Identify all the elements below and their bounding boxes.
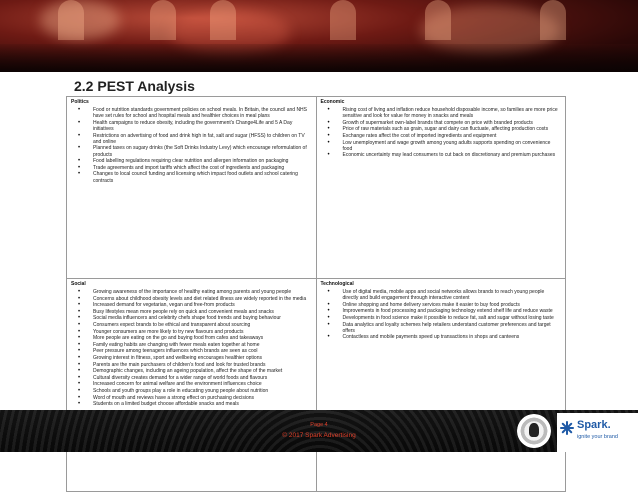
list-item: • Developments in food science make it possible to reduce fat, salt and sugar without losing taste bbox=[343, 315, 562, 321]
list-item: • Increased concern for animal welfare and the environment influences choice bbox=[93, 381, 312, 387]
list-item: • Price of raw materials such as grain, sugar and dairy can fluctuate, affecting production costs bbox=[343, 126, 562, 132]
list-item: • Schools and youth groups play a role in educating young people about nutrition bbox=[93, 388, 312, 394]
list-item: • Food or nutrition standards government policies on school meals. In Britain, the council and NHS have set rules for school and hospital meals and healthier choices in meal plans bbox=[93, 107, 312, 119]
list-item: • Growth of supermarket own-label brands that compete on price with branded products bbox=[343, 120, 562, 126]
list-item: • Low unemployment and wage growth among young adults supports spending on convenience food bbox=[343, 140, 562, 152]
spark-burst-icon bbox=[560, 421, 574, 435]
list-item: • Growing interest in fitness, sport and wellbeing encourages healthier options bbox=[93, 355, 312, 361]
list-item: • Busy lifestyles mean more people rely on quick and convenient meals and snacks bbox=[93, 309, 312, 315]
economic-cell bbox=[316, 97, 566, 279]
list-item: • Concerns about childhood obesity levels and diet related illness are widely reported in the media bbox=[93, 296, 312, 302]
list-item: • Exchange rates affect the cost of imported ingredients and equipment bbox=[343, 133, 562, 139]
social-heading: Social bbox=[71, 281, 86, 287]
brand-name: Spark. bbox=[577, 419, 611, 431]
list-item: • Restrictions on advertising of food and drink high in fat, salt and sugar (HFSS) to children on TV and online bbox=[93, 133, 312, 145]
technological-cell bbox=[316, 279, 566, 492]
social-list bbox=[71, 289, 312, 407]
list-item: • Use of digital media, mobile apps and social networks allows brands to reach young people directly and build engagement through interactive content bbox=[343, 289, 562, 301]
page-title: 2.2 PEST Analysis bbox=[74, 78, 195, 94]
list-item: • Rising cost of living and inflation reduce household disposable income, so families are more price sensitive and look for value for money in snacks and meals bbox=[343, 107, 562, 119]
list-item: • Contactless and mobile payments speed up transactions in shops and canteens bbox=[343, 334, 562, 340]
economic-list bbox=[321, 107, 562, 159]
list-item: • Economic uncertainty may lead consumers to cut back on discretionary and premium purchases bbox=[343, 152, 562, 158]
list-item: • More people are eating on the go and buying food from cafes and takeaways bbox=[93, 335, 312, 341]
economic-heading: Economic bbox=[320, 99, 345, 105]
list-item: • Social media influencers and celebrity chefs shape food trends and buying behaviour bbox=[93, 315, 312, 321]
list-item: • Planned taxes on sugary drinks (the Soft Drinks Industry Levy) which encourage reformulation of products bbox=[93, 145, 312, 157]
list-item: • Word of mouth and reviews have a strong effect on purchasing decisions bbox=[93, 395, 312, 401]
list-item: • Food labelling regulations requiring clear nutrition and allergen information on packaging bbox=[93, 158, 312, 164]
list-item: • Demographic changes, including an ageing population, affect the shape of the market bbox=[93, 368, 312, 374]
spark-logo bbox=[557, 413, 638, 452]
list-item: • Growing awareness of the importance of healthy eating among parents and young people bbox=[93, 289, 312, 295]
list-item: • Changes to local council funding and licensing which impact food outlets and school catering contracts bbox=[93, 171, 312, 183]
politics-heading: Politics bbox=[71, 99, 89, 105]
list-item: • Peer pressure among teenagers influences which brands are seen as cool bbox=[93, 348, 312, 354]
school-crest-icon bbox=[517, 414, 551, 448]
copyright-text: © 2017 Spark Advertising bbox=[282, 432, 356, 439]
list-item: • Family eating habits are changing with fewer meals eaten together at home bbox=[93, 342, 312, 348]
brand-tagline: ignite your brand bbox=[577, 434, 618, 440]
list-item: • Increased demand for vegetarian, vegan and free-from products bbox=[93, 302, 312, 308]
list-item: • Data analytics and loyalty schemes help retailers understand customer preferences and target offers bbox=[343, 322, 562, 334]
social-cell bbox=[67, 279, 317, 492]
politics-cell bbox=[67, 97, 317, 279]
politics-list bbox=[71, 107, 312, 184]
list-item: • Improvements in food processing and packaging technology extend shelf life and reduce waste bbox=[343, 308, 562, 314]
technological-heading: Technological bbox=[320, 281, 354, 287]
list-item: • Cultural diversity creates demand for a wider range of world foods and flavours bbox=[93, 375, 312, 381]
list-item: • Health campaigns to reduce obesity, including the government's Change4Life and 5 A Day initiatives bbox=[93, 120, 312, 132]
list-item: • Trade agreements and import tariffs which affect the cost of ingredients and packaging bbox=[93, 165, 312, 171]
list-item: • Online shopping and home delivery services make it easier to buy food products bbox=[343, 302, 562, 308]
list-item: • Consumers expect brands to be ethical and transparent about sourcing bbox=[93, 322, 312, 328]
technological-list bbox=[321, 289, 562, 341]
header-photo-banner bbox=[0, 0, 638, 72]
list-item: • Parents are the main purchasers of children's food and look for trusted brands bbox=[93, 362, 312, 368]
page-number: Page 4 bbox=[310, 422, 328, 428]
list-item: • Students on a limited budget choose affordable snacks and meals bbox=[93, 401, 312, 407]
list-item: • Younger consumers are more likely to try new flavours and products bbox=[93, 329, 312, 335]
